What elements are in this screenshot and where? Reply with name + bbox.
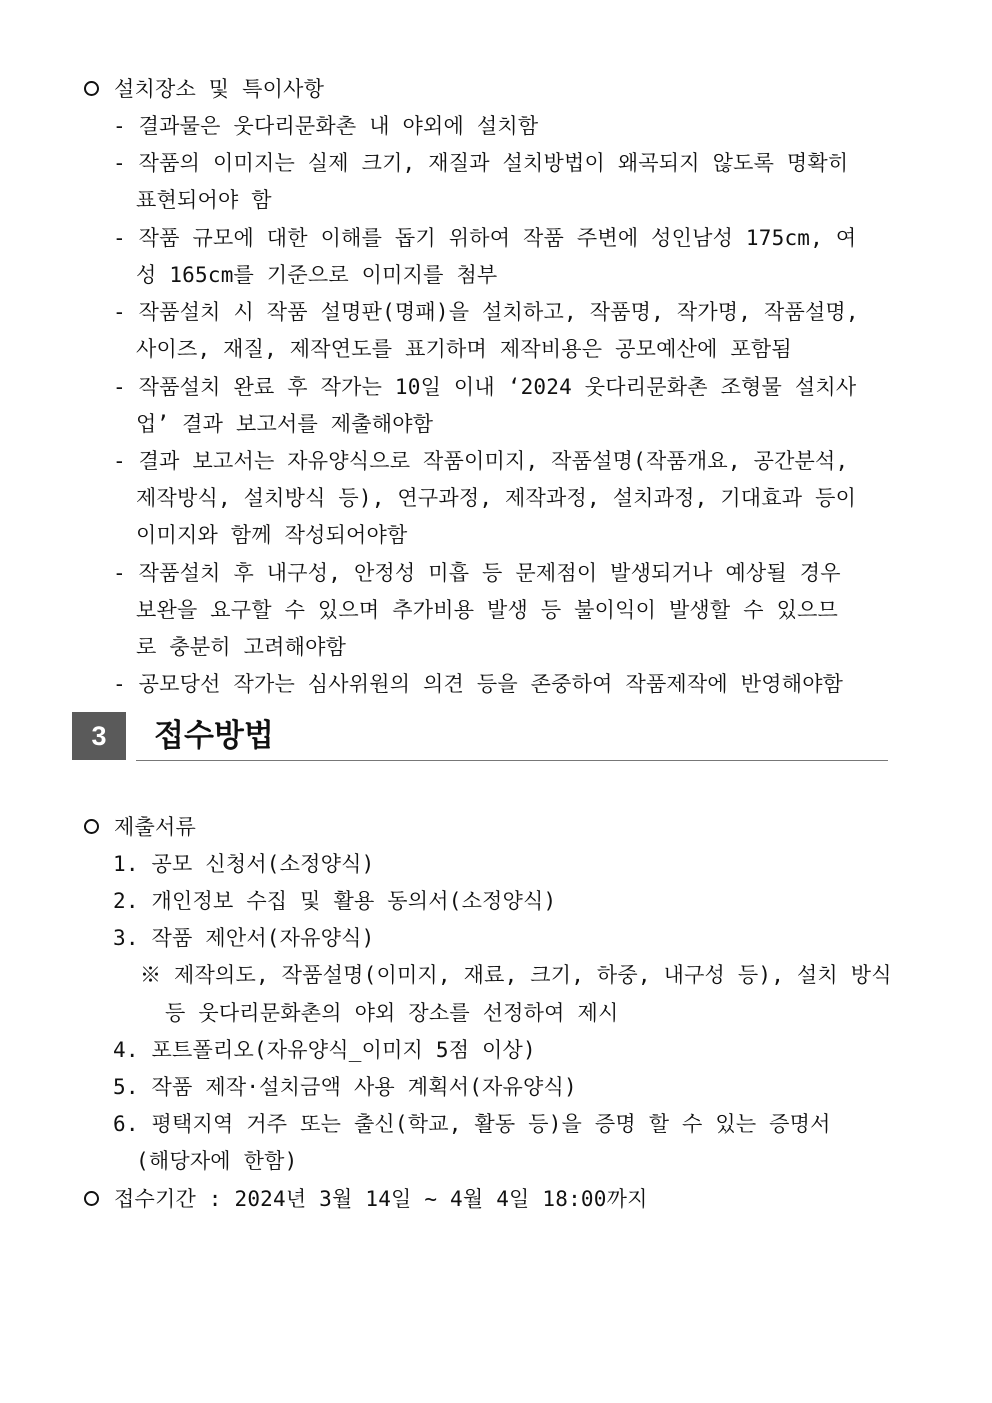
installation-heading: 설치장소 및 특이사항 — [84, 74, 324, 104]
document-item: 1. 공모 신청서(소정양식) — [113, 852, 375, 876]
document-note: 등 웃다리문화촌의 야외 장소를 선정하여 제시 — [165, 1001, 619, 1025]
installation-line: 성 165cm를 기준으로 이미지를 첨부 — [136, 263, 498, 287]
circle-bullet-icon — [84, 1191, 99, 1206]
section-title: 접수방법 — [154, 718, 274, 753]
installation-line: - 작품의 이미지는 실제 크기, 재질과 설치방법이 왜곡되지 않도록 명확히 — [113, 151, 849, 175]
installation-line: 제작방식, 설치방식 등), 연구과정, 제작과정, 설치과정, 기대효과 등이 — [136, 486, 857, 510]
installation-line: 이미지와 함께 작성되어야함 — [136, 523, 408, 547]
installation-line: 표현되어야 함 — [136, 188, 272, 212]
installation-line: 업’ 결과 보고서를 제출해야함 — [136, 412, 434, 436]
circle-bullet-icon — [84, 819, 99, 834]
document-item: 6. 평택지역 거주 또는 출신(학교, 활동 등)을 증명 할 수 있는 증명서 — [113, 1112, 831, 1136]
document-note: ※ 제작의도, 작품설명(이미지, 재료, 크기, 하중, 내구성 등), 설치 방식 — [140, 963, 892, 987]
circle-bullet-icon — [84, 81, 99, 96]
installation-line: - 결과 보고서는 자유양식으로 작품이미지, 작품설명(작품개요, 공간분석, — [113, 449, 849, 473]
document-item: 5. 작품 제작·설치금액 사용 계획서(자유양식) — [113, 1075, 577, 1099]
document-item: 4. 포트폴리오(자유양식_이미지 5점 이상) — [113, 1038, 536, 1062]
installation-line: 보완을 요구할 수 있으며 추가비용 발생 등 불이익이 발생할 수 있으므 — [136, 598, 839, 622]
installation-line: - 작품설치 시 작품 설명판(명패)을 설치하고, 작품명, 작가명, 작품설명, — [113, 300, 859, 324]
section-number-badge: 3 — [72, 712, 126, 760]
section-divider — [136, 760, 888, 761]
installation-line: 로 충분히 고려해야함 — [136, 635, 347, 659]
installation-line: 사이즈, 재질, 제작연도를 표기하며 제작비용은 공모예산에 포함됨 — [136, 337, 792, 361]
installation-line: - 결과물은 웃다리문화촌 내 야외에 설치함 — [113, 114, 539, 138]
installation-line: - 작품설치 후 내구성, 안정성 미흡 등 문제점이 발생되거나 예상될 경우 — [113, 561, 841, 585]
documents-heading: 제출서류 — [84, 812, 196, 842]
installation-line: - 작품 규모에 대한 이해를 돕기 위하여 작품 주변에 성인남성 175cm, 여 — [113, 226, 857, 250]
document-item: (해당자에 한함) — [136, 1149, 298, 1173]
installation-line: - 작품설치 완료 후 작가는 10일 이내 ‘2024 웃다리문화촌 조형물 설치사 — [113, 375, 857, 399]
period-line: 접수기간 : 2024년 3월 14일 ~ 4월 4일 18:00까지 — [84, 1184, 648, 1214]
installation-line: - 공모당선 작가는 심사위원의 의견 등을 존중하여 작품제작에 반영해야함 — [113, 672, 844, 696]
section-3-header — [72, 712, 888, 762]
document-item: 3. 작품 제안서(자유양식) — [113, 926, 375, 950]
document-item: 2. 개인정보 수집 및 활용 동의서(소정양식) — [113, 889, 557, 913]
